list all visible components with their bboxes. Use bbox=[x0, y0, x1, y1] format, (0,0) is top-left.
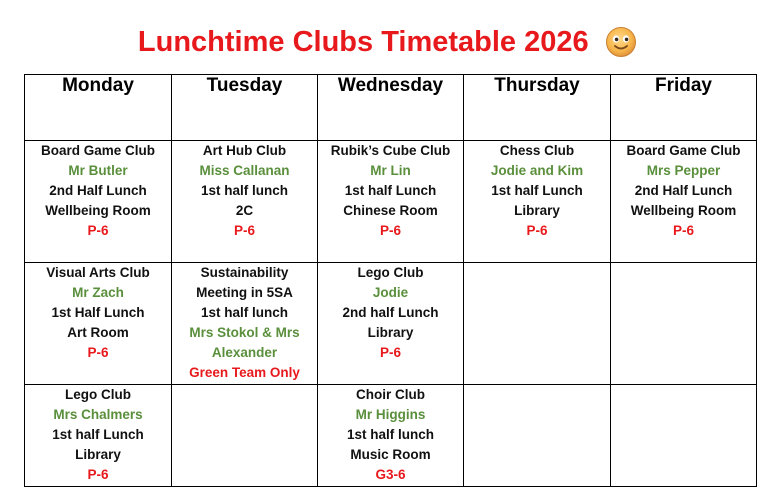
club-time: 1st half Lunch bbox=[52, 427, 144, 442]
club-name-line-1: Sustainability bbox=[200, 265, 289, 280]
club-years: P-6 bbox=[672, 223, 694, 238]
club-time: 1st Half Lunch bbox=[51, 305, 145, 320]
club-teacher-line-2: Alexander bbox=[211, 345, 278, 360]
table-row bbox=[25, 385, 757, 487]
club-cell-monday-2 bbox=[25, 263, 172, 385]
club-time: 1st half lunch bbox=[346, 427, 434, 442]
club-location: Art Room bbox=[67, 325, 129, 340]
club-name: Board Game Club bbox=[40, 143, 156, 158]
club-location: Library bbox=[514, 203, 560, 218]
club-cell-monday-3 bbox=[25, 385, 172, 487]
club-cell-thursday-1 bbox=[464, 141, 611, 263]
club-name: Board Game Club bbox=[626, 143, 741, 158]
title-row bbox=[0, 22, 775, 62]
club-time: 1st half lunch bbox=[200, 305, 288, 320]
club-teacher: Mrs Pepper bbox=[646, 163, 721, 178]
club-location: Library bbox=[75, 447, 121, 462]
empty-cell-tuesday-3 bbox=[172, 385, 318, 487]
club-years: P-6 bbox=[526, 223, 548, 238]
club-name: Visual Arts Club bbox=[46, 265, 150, 280]
club-name: Choir Club bbox=[356, 387, 425, 402]
header-row bbox=[25, 75, 757, 141]
club-location: Wellbeing Room bbox=[45, 203, 151, 218]
club-name: Rubik’s Cube Club bbox=[330, 143, 451, 158]
club-years: Green Team Only bbox=[189, 365, 300, 380]
club-location: Music Room bbox=[350, 447, 431, 462]
empty-cell-friday-3 bbox=[611, 385, 757, 487]
empty-cell-thursday-2 bbox=[464, 263, 611, 385]
day-header-monday: Monday bbox=[25, 75, 172, 141]
club-time: 1st half lunch bbox=[200, 183, 288, 198]
club-location: 2C bbox=[235, 203, 254, 218]
day-header-tuesday: Tuesday bbox=[172, 75, 318, 141]
club-teacher: Jodie and Kim bbox=[490, 163, 584, 178]
club-years: P-6 bbox=[87, 467, 109, 482]
club-time: 2nd Half Lunch bbox=[49, 183, 147, 198]
club-name: Lego Club bbox=[357, 265, 424, 280]
club-time: 2nd half Lunch bbox=[342, 305, 439, 320]
club-years: P-6 bbox=[379, 345, 401, 360]
club-years: G3-6 bbox=[375, 467, 406, 482]
club-cell-monday-1 bbox=[25, 141, 172, 263]
club-time: 1st half Lunch bbox=[344, 183, 437, 198]
club-cell-tuesday-1 bbox=[172, 141, 318, 263]
club-time: 2nd Half Lunch bbox=[634, 183, 733, 198]
page-title: Lunchtime Clubs Timetable 2026 bbox=[137, 26, 589, 58]
club-location: Chinese Room bbox=[343, 203, 438, 218]
table-row bbox=[25, 263, 757, 385]
empty-cell-thursday-3 bbox=[464, 385, 611, 487]
club-teacher: Mr Zach bbox=[72, 285, 124, 300]
club-name: Art Hub Club bbox=[202, 143, 287, 158]
club-years: P-6 bbox=[233, 223, 255, 238]
club-cell-wednesday-1 bbox=[318, 141, 464, 263]
club-years: P-6 bbox=[87, 223, 109, 238]
club-teacher: Mr Lin bbox=[370, 163, 411, 178]
club-teacher: Miss Callanan bbox=[199, 163, 290, 178]
day-header-wednesday: Wednesday bbox=[318, 75, 464, 141]
club-cell-tuesday-2 bbox=[172, 263, 318, 385]
club-time: 1st half Lunch bbox=[491, 183, 583, 198]
club-years: P-6 bbox=[87, 345, 109, 360]
empty-cell-friday-2 bbox=[611, 263, 757, 385]
club-teacher-line-1: Mrs Stokol & Mrs bbox=[189, 325, 300, 340]
club-cell-friday-1 bbox=[611, 141, 757, 263]
club-teacher: Mr Higgins bbox=[355, 407, 426, 422]
club-name-line-2: Meeting in 5SA bbox=[196, 285, 293, 300]
timetable bbox=[24, 74, 757, 487]
club-location: Wellbeing Room bbox=[630, 203, 737, 218]
day-header-thursday: Thursday bbox=[464, 75, 611, 141]
club-cell-wednesday-2 bbox=[318, 263, 464, 385]
club-name: Chess Club bbox=[499, 143, 575, 158]
club-teacher: Mrs Chalmers bbox=[53, 407, 143, 422]
club-location: Library bbox=[367, 325, 414, 340]
club-cell-wednesday-3 bbox=[318, 385, 464, 487]
club-name: Lego Club bbox=[65, 387, 131, 402]
smiling-face-emoji-icon bbox=[605, 26, 637, 58]
club-teacher: Jodie bbox=[372, 285, 409, 300]
club-teacher: Mr Butler bbox=[68, 163, 128, 178]
day-header-friday: Friday bbox=[611, 75, 757, 141]
table-row bbox=[25, 141, 757, 263]
club-years: P-6 bbox=[379, 223, 401, 238]
